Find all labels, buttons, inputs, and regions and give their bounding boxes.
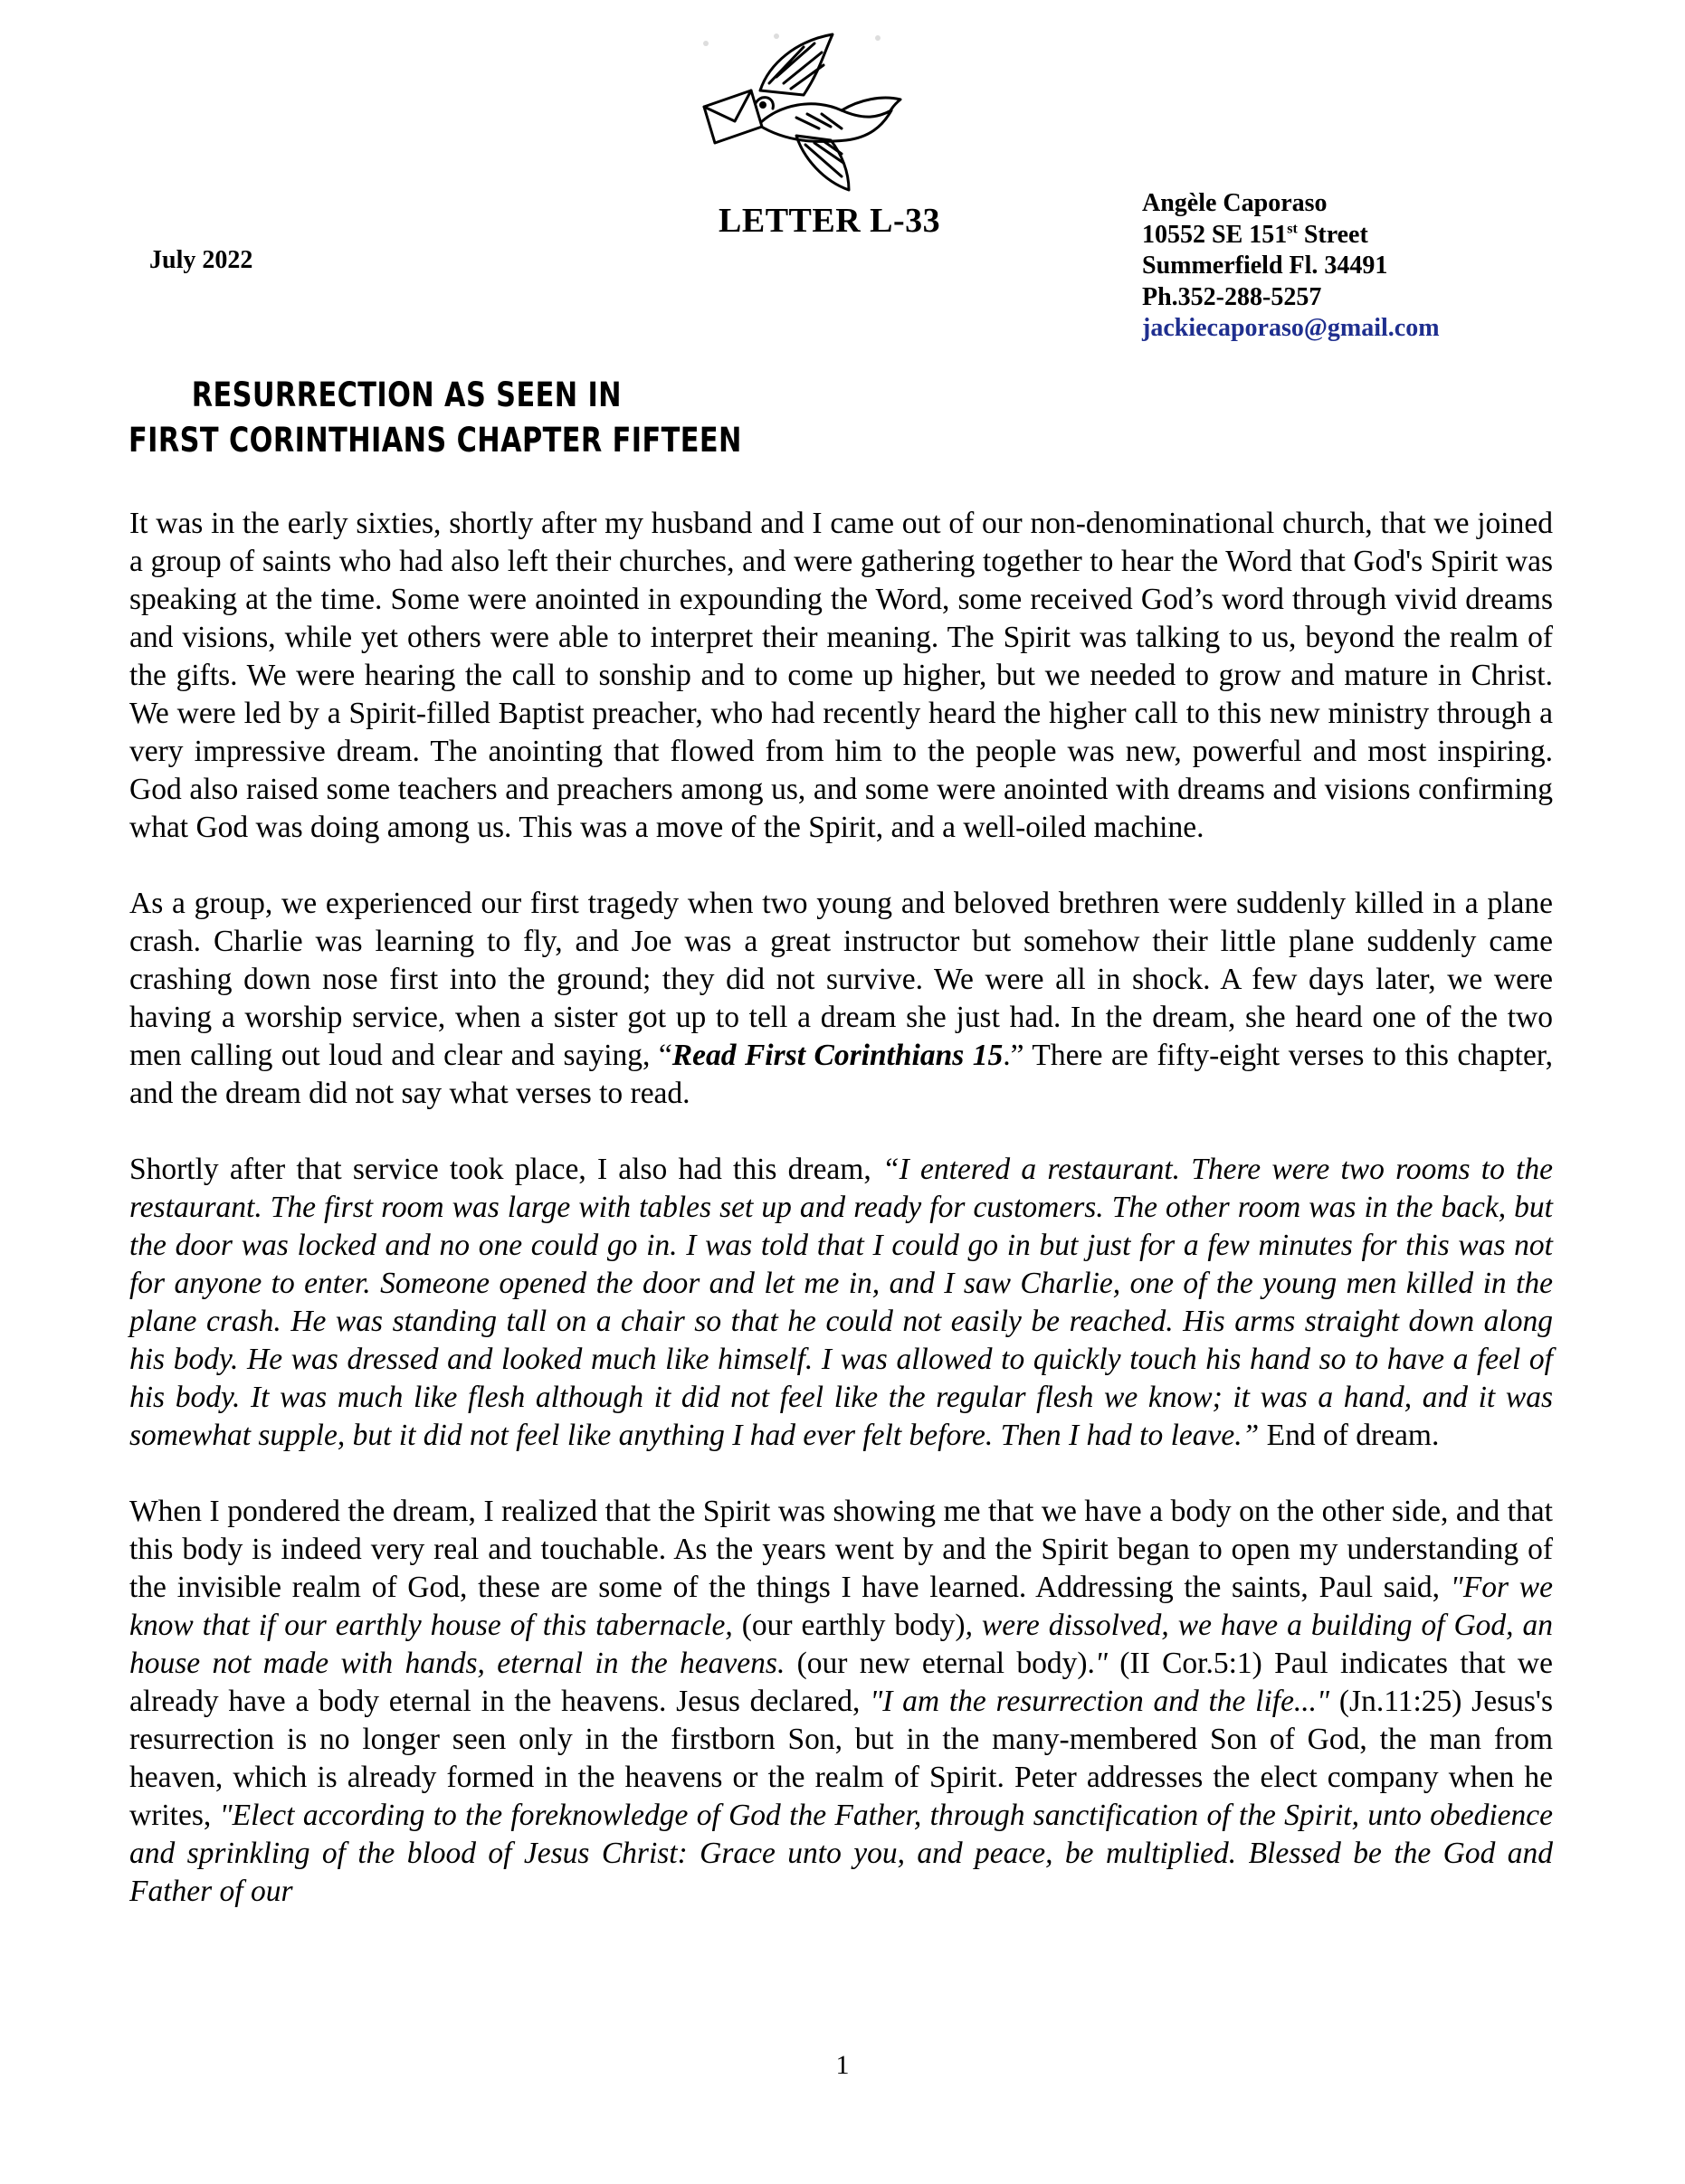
paragraph-3-end: End of dream. bbox=[1259, 1419, 1440, 1452]
sender-phone: Ph.352-288-5257 bbox=[1142, 282, 1322, 311]
sender-email-link[interactable]: jackiecaporaso@gmail.com bbox=[1142, 314, 1440, 342]
scripture-quote: "I am the resurrection and the life..." bbox=[870, 1685, 1330, 1718]
paragraph-4 bbox=[129, 1493, 1553, 1911]
sender-name: Angèle Caporaso bbox=[1142, 189, 1328, 217]
sender-address-block bbox=[1142, 188, 1440, 345]
sender-street bbox=[1142, 220, 1440, 252]
paragraph-1: It was in the early sixties, shortly after my husband and I came out of our non-denominational church, that we joined a group of saints who had also left their churches, and were gathering together to hear the Word that God's Spirit was speaking at the time. Some were anointed in expounding the Word, some received God’s word through vivid dreams and visions, while yet others were able to interpret their meaning. The Spirit was talking to us, beyond the realm of the gifts. We were hearing the call to sonship and to come up higher, but we needed to grow and mature in Christ. We were led by a Spirit-filled Baptist preacher, who had recently heard the higher call to this new ministry through a very impressive dream. The anointing that flowed from him to the people was new, powerful and most inspiring. God also raised some teachers and preachers among us, and some were anointed with dreams and visions confirming what God was doing among us. This was a move of the Spirit, and a well-oiled machine. bbox=[129, 507, 1553, 844]
dream-quote: “I entered a restaurant. There were two rooms to the restaurant. The first room was large with tables set up and ready for customers. The other room was in the back, but the door was locked and no one could go in. I was told that I could go in but just for a few minutes for this was not for anyone to enter. Someone opened the door and let me in, and I saw Charlie, one of the young men killed in the plane crash. He was standing tall on a chair so that he could not easily be reached. His arms straight down along his body. He was dressed and looked much like himself. I was allowed to quickly touch his hand so to have a feel of his body. It was much like flesh although it did not feel like the regular flesh we know; it was a hand, and it was somewhat supple, but it did not feel like anything I had ever felt before. Then I had to leave.” bbox=[129, 1153, 1553, 1452]
letter-date: July 2022 bbox=[149, 246, 253, 274]
paragraph-4-text: (II Cor.5:1) Paul indicates that we already have a body eternal in the heavens. Jesus declared, bbox=[129, 1647, 1553, 1718]
scripture-quote: , were dissolved, we have a building of God, an house not made with hands, eternal in the heavens. bbox=[129, 1609, 1553, 1680]
scripture-reference: Read First Corinthians 15 bbox=[671, 1039, 1004, 1072]
letter-number: LETTER L-33 bbox=[719, 202, 941, 240]
sender-city: Summerfield Fl. 34491 bbox=[1142, 252, 1388, 280]
paragraph-4-aside: (our earthly body) bbox=[732, 1609, 966, 1642]
paragraph-3 bbox=[129, 1151, 1553, 1455]
paragraph-2-text: As a group, we experienced our first tragedy when two young and beloved brethren were suddenly killed in a plane crash. Charlie was learning to fly, and Joe was a great instructor but somehow their little plane suddenly came crashing down nose first into the ground; they did not survive. We were all in shock. A few days later, we were having a worship service, when a sister got up to tell a dream she just had. In the dream, she heard one of the two men calling out loud and clear and saying, “ bbox=[129, 887, 1553, 1072]
paragraph-4-text: (Jn.11:25) Jesus's resurrection is no longer seen only in the firstborn Son, but in the many-membered Son of God, the man from heaven, which is already formed in the heavens or the realm of Spirit. Peter addresses the elect company when he writes, bbox=[129, 1685, 1553, 1832]
letter-body bbox=[129, 505, 1553, 1911]
dove-with-letter-icon bbox=[697, 27, 905, 195]
paragraph-4-text: When I pondered the dream, I realized that the Spirit was showing me that we have a body on the other side, and that this body is indeed very real and touchable. As the years went by and the Spirit began to open my understanding of the invisible realm of God, these are some of the things I have learned. Addressing the saints, Paul said, bbox=[129, 1495, 1553, 1604]
title-line-2: FIRST CORINTHIANS CHAPTER FIFTEEN bbox=[129, 421, 742, 460]
paragraph-2 bbox=[129, 885, 1553, 1113]
page-number: 1 bbox=[835, 2050, 850, 2080]
street-number: 10552 SE 151 bbox=[1142, 220, 1288, 249]
street-ordinal: st bbox=[1287, 221, 1298, 237]
paragraph-2-text-end: .” There are fifty-eight verses to this chapter, and the dream did not say what verses to read. bbox=[129, 1039, 1554, 1110]
quote-mark: " bbox=[1094, 1647, 1108, 1680]
scripture-quote: "Elect according to the foreknowledge of God the Father, through sanctification of the Spirit, unto obedience and sprinkling of the blood of Jesus Christ: Grace unto you, and peace, be multiplied. Blessed be the God and Father of our bbox=[129, 1799, 1554, 1908]
article-title bbox=[129, 373, 877, 463]
scripture-quote: "For we know that if our earthly house of this tabernacle, bbox=[129, 1571, 1554, 1642]
paragraph-3-intro: Shortly after that service took place, I also had this dream, bbox=[129, 1153, 882, 1186]
street-name: Street bbox=[1297, 220, 1368, 249]
paragraph-4-aside: (our new eternal body). bbox=[785, 1647, 1095, 1680]
title-line-1: RESURRECTION AS SEEN IN bbox=[191, 375, 622, 414]
